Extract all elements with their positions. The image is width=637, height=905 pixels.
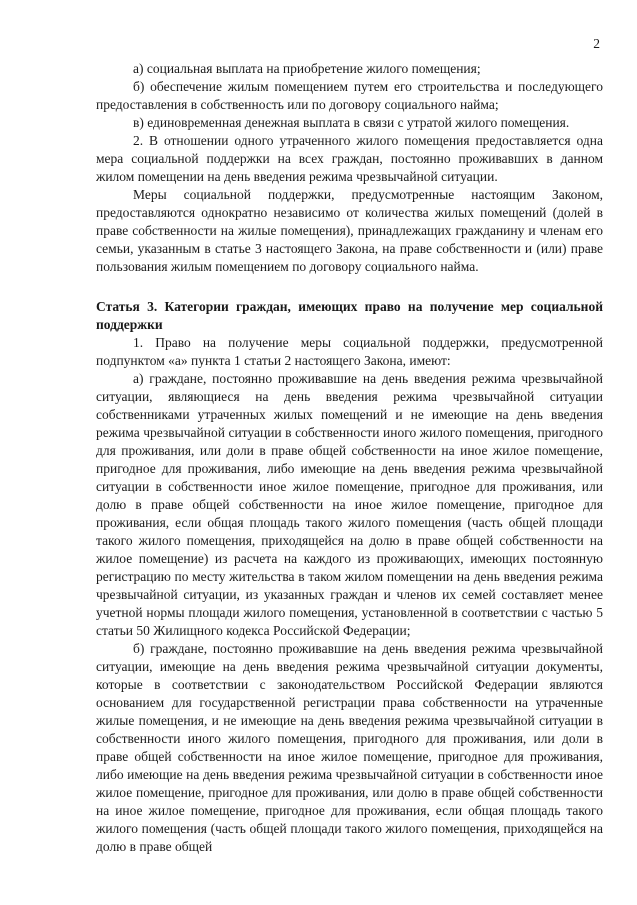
paragraph-support-measures: Меры социальной поддержки, предусмотренные настоящим Законом, предоставляются однократно независимо от количества жилых помещений (долей в праве собственности на жилые помещения), принадлежащих гражданину и членам его семьи, указанным в статье 3 настоящего Закона, на праве собственности и (или) праве пользования жилым помещением по договору социального найма.: [96, 187, 603, 274]
list-item-a-social-payment: а) социальная выплата на приобретение жилого помещения;: [133, 61, 481, 76]
paragraph-subclause-a: а) граждане, постоянно проживавшие на день введения режима чрезвычайной ситуации, являющиеся на день введения режима чрезвычайной ситуации собственниками утраченных жилых помещений и не имеющие на день введения режима чрезвычайной ситуации в собственности иного жилого помещения, пригодного для проживания, или доли в праве общей собственности на иное жилое помещение, пригодное для проживания, либо имеющие на день введения режима чрезвычайной ситуации в собственности иное жилое помещение, пригодное для проживания, или долю в праве общей собственности на иное жилое помещение, пригодное для проживания, если общая площадь такого жилого помещения (часть общей площади такого жилого помещения, приходящейся на долю в праве общей собственности на жилое помещение) из расчета на каждого из проживающих, имеющих постоянную регистрацию по месту жительства в таком жилом помещении на день введения режима чрезвычайной ситуации, из указанных граждан и членов их семей составляет менее учетной нормы площади жилого помещения, установленной в соответствии с частью 5 статьи 50 Жилищного кодекса Российской Федерации;: [96, 371, 603, 638]
page-number: 2: [593, 36, 600, 51]
article-3-heading: Статья 3. Категории граждан, имеющих право на получение мер социальной поддержки: [96, 299, 603, 332]
list-item-c-lump-sum-payment: в) единовременная денежная выплата в связи с утратой жилого помещения.: [133, 115, 570, 130]
paragraph-subclause-b: б) граждане, постоянно проживавшие на день введения режима чрезвычайной ситуации, имеющие на день введения режима чрезвычайной ситуации документы, которые в соответствии с законодательством Российской Федерации являются основанием для государственной регистрации права собственности на утраченные жилые помещения, и не имеющие на день введения режима чрезвычайной ситуации в собственности иного жилого помещения, пригодного для проживания, или доли в праве общей собственности на иное жилое помещение, пригодное для проживания, либо имеющие на день введения режима чрезвычайной ситуации в собственности иное жилое помещение, пригодное для проживания, или долю в праве общей собственности на иное жилое помещение, пригодное для проживания, если общая площадь такого жилого помещения (часть общей площади такого жилого помещения, приходящейся на долю в праве общей: [96, 641, 603, 854]
paragraph-clause-2: 2. В отношении одного утраченного жилого помещения предоставляется одна мера социальной поддержки на всех граждан, постоянно проживавших в данном жилом помещении на день введения режима чрезвычайной ситуации.: [96, 133, 603, 184]
paragraph-article-3-clause-1: 1. Право на получение меры социальной поддержки, предусмотренной подпунктом «а» пункта 1 статьи 2 настоящего Закона, имеют:: [96, 335, 603, 368]
document-body: [96, 60, 603, 856]
list-item-b-housing-provision: б) обеспечение жилым помещением путем его строительства и последующего предоставления в собственность или по договору социального найма;: [96, 79, 603, 112]
